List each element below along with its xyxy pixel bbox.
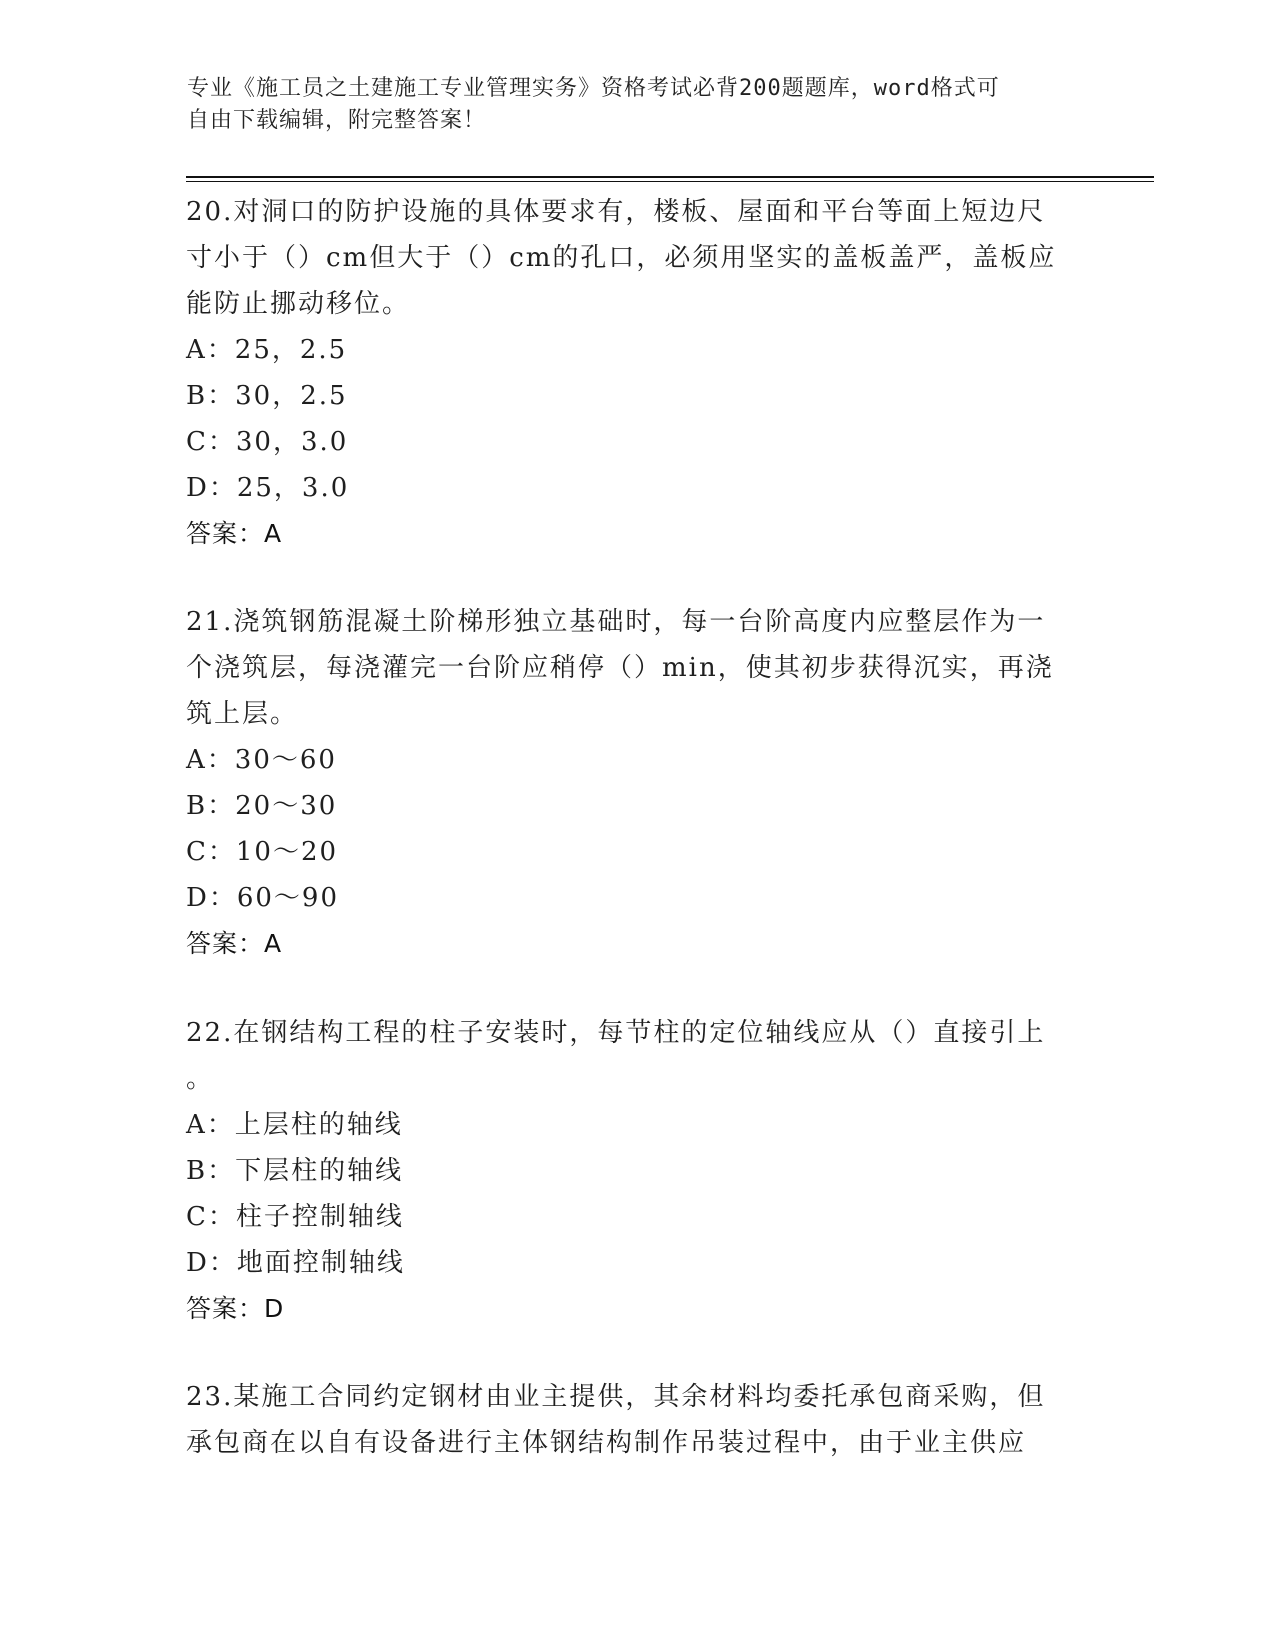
option-a: A：25，2.5: [186, 335, 348, 365]
stem-line: 21.浇筑钢筋混凝土阶梯形独立基础时，每一台阶高度内应整层作为一: [186, 607, 1046, 637]
answer-line: 答案：A: [186, 929, 283, 958]
option-d: D：地面控制轴线: [186, 1248, 405, 1278]
stem-line: 22.在钢结构工程的柱子安装时，每节柱的定位轴线应从（）直接引上: [186, 1018, 1046, 1048]
option-c: C：10～20: [186, 837, 339, 867]
stem-line: 筑上层。: [186, 699, 299, 729]
option-d: D：60～90: [186, 883, 340, 913]
question-stem: [186, 599, 1086, 737]
stem-line: 23.某施工合同约定钢材由业主提供，其余材料均委托承包商采购，但: [186, 1382, 1046, 1412]
question-stem: [186, 189, 1086, 327]
question-stem: [186, 1010, 1086, 1102]
option-b: B：20～30: [186, 791, 338, 821]
header-divider: [186, 176, 1154, 178]
header-line: 自由下载编辑，附完整答案！: [187, 108, 487, 133]
option-a: A：30～60: [186, 745, 337, 775]
question-stem: [186, 1374, 1086, 1466]
stem-line: 。: [186, 1064, 215, 1094]
option-d: D：25，3.0: [186, 473, 350, 503]
answer-line: 答案：A: [186, 519, 283, 548]
document-header: [187, 73, 1067, 137]
answer-line: 答案：D: [186, 1294, 285, 1323]
stem-line: 20.对洞口的防护设施的具体要求有，楼板、屋面和平台等面上短边尺: [186, 197, 1046, 227]
stem-line: 能防止挪动移位。: [186, 289, 411, 319]
question-20: [186, 189, 1086, 557]
option-b: B：下层柱的轴线: [186, 1156, 404, 1186]
header-line: 专业《施工员之土建施工专业管理实务》资格考试必背200题题库，word格式可: [187, 76, 1000, 101]
question-22: [186, 1010, 1086, 1332]
header-divider-thin: [186, 181, 1154, 182]
option-a: A：上层柱的轴线: [186, 1110, 403, 1140]
option-b: B：30，2.5: [186, 381, 348, 411]
stem-line: 寸小于（）cm但大于（）cm的孔口，必须用坚实的盖板盖严，盖板应: [186, 243, 1057, 273]
question-21: [186, 599, 1086, 967]
option-c: C：柱子控制轴线: [186, 1202, 404, 1232]
stem-line: 承包商在以自有设备进行主体钢结构制作吊装过程中，由于业主供应: [186, 1428, 1027, 1458]
question-23: [186, 1374, 1086, 1466]
stem-line: 个浇筑层，每浇灌完一台阶应稍停（）min，使其初步获得沉实，再浇: [186, 653, 1054, 683]
option-c: C：30，3.0: [186, 427, 349, 457]
